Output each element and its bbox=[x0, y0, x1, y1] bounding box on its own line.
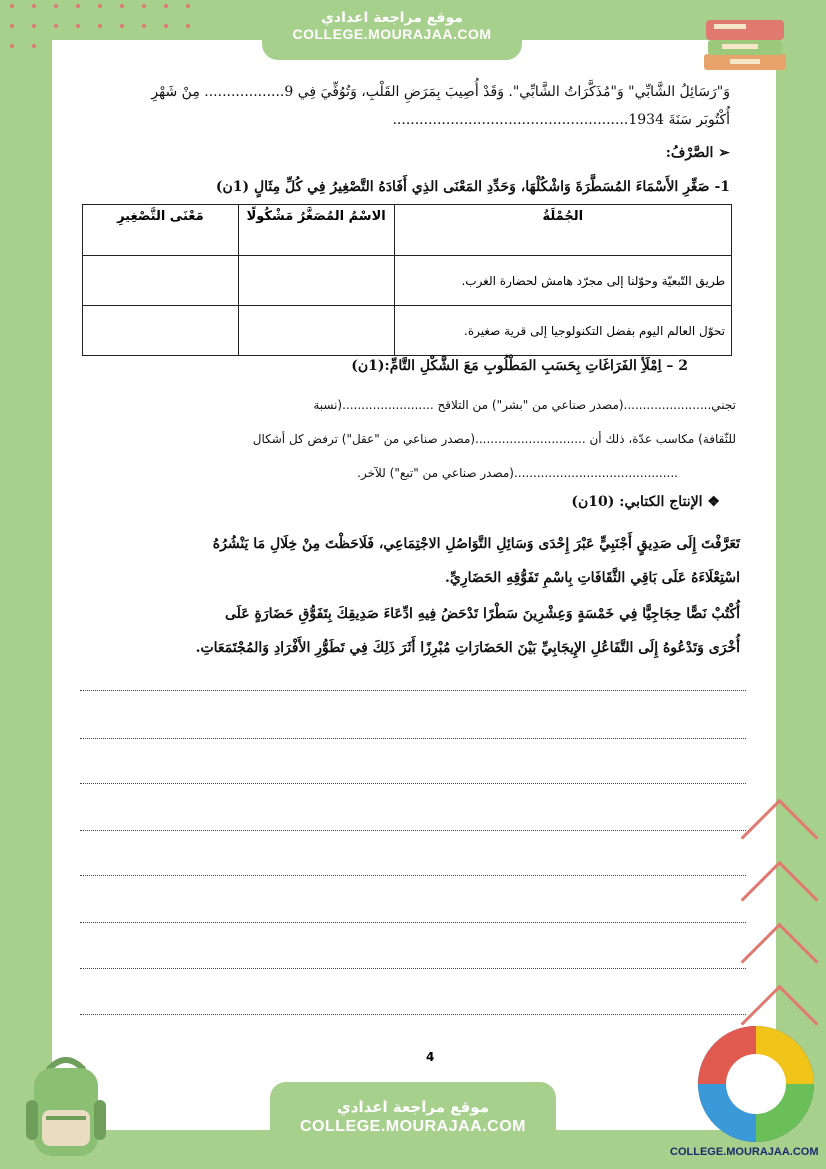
table-cell-answer[interactable] bbox=[238, 306, 394, 356]
table-header-sentence: الجُمْلَةُ bbox=[394, 205, 731, 256]
backpack-icon bbox=[16, 1050, 116, 1160]
prompt-line-2: اسْتِعْلَاءَهُ عَلَى بَاقِي الثَّقَافَاتِ بِاسْمِ تَفَوُّقِهِ الحَضَارِيِّ. bbox=[445, 570, 740, 586]
section-insha-label: الإنتاج الكتابي: (10ن) bbox=[571, 494, 703, 510]
writing-line[interactable] bbox=[80, 1014, 746, 1015]
table-header-row bbox=[83, 205, 732, 256]
diamond-bullet-icon: ❖ bbox=[702, 494, 720, 510]
arrow-bullet-icon: ➢ bbox=[713, 145, 730, 161]
tasghir-table bbox=[82, 204, 732, 356]
writing-line[interactable] bbox=[80, 738, 746, 739]
table-cell-answer[interactable] bbox=[83, 306, 239, 356]
question-2-line-2: للثّقافة) مكاسب عدّة، ذلك أن .............................(مصدر صناعي من "عقل") ترفض كل أشكال bbox=[252, 432, 736, 446]
brand-logo-icon bbox=[694, 1024, 818, 1144]
brand-url-text[interactable]: COLLEGE.MOURAJAA.COM bbox=[670, 1146, 819, 1158]
table-cell-sentence: تحوّل العالم اليوم بفضل التكنولوجيا إلى قرية صغيرة. bbox=[394, 306, 731, 356]
page-number: 4 bbox=[426, 1050, 435, 1064]
writing-line[interactable] bbox=[80, 830, 746, 831]
writing-line[interactable] bbox=[80, 968, 746, 969]
footer-site-url[interactable]: COLLEGE.MOURAJAA.COM bbox=[300, 1118, 526, 1135]
table-header-diminutive: الاسْمُ المُصَغَّرُ مَشْكُولًا bbox=[238, 205, 394, 256]
header-banner bbox=[262, 0, 522, 60]
table-header-meaning: مَعْنَى التَّصْغِيرِ bbox=[83, 205, 239, 256]
writing-line[interactable] bbox=[80, 690, 746, 691]
question-2-line-1: تجني.......................(مصدر صناعي من "بشر") من التلاقح ........................(نسبة bbox=[313, 398, 736, 412]
writing-line[interactable] bbox=[80, 922, 746, 923]
writing-line[interactable] bbox=[80, 783, 746, 784]
table-row bbox=[83, 256, 732, 306]
table-cell-answer[interactable] bbox=[238, 256, 394, 306]
table-row bbox=[83, 306, 732, 356]
section-heading-sarf bbox=[666, 145, 730, 161]
writing-line[interactable] bbox=[80, 875, 746, 876]
question-2: 2 – اِمْلَأِ الفَرَاغَاتِ بِحَسَبِ المَطْلُوبِ مَعَ الشَّكْلِ التَّامِّ:(1ن) bbox=[351, 358, 688, 374]
question-1: 1- صَغِّرِ الأَسْمَاءَ المُسَطَّرَةَ وَاشْكُلْهَا، وَحَدِّدِ المَعْنَى الذِي أَفَادَهُ التَّصْغِيرُ فِي كُلِّ مِثَالٍ (1ن) bbox=[215, 179, 730, 195]
books-icon bbox=[700, 14, 790, 76]
question-2-line-3: ...........................................(مصدر صناعي من "تبع") للآخر. bbox=[357, 466, 678, 480]
header-site-url[interactable]: COLLEGE.MOURAJAA.COM bbox=[292, 26, 492, 42]
table-cell-answer[interactable] bbox=[83, 256, 239, 306]
section-heading-insha bbox=[571, 494, 720, 510]
prompt-line-4: أُخْرَى وَتَدْعُوهُ إِلَى التَّفَاعُلِ الإِيجَابِيِّ بَيْنَ الحَضَارَاتِ مُبْرِزًا أَثَرَ ذَلِكَ فِي تَطَوُّرِ الأَفْرَادِ وَالمُجْتَمَعَاتِ. bbox=[195, 640, 740, 656]
intro-line-2: أُكْتُوبَر سَنَةَ 1934..................................................... bbox=[392, 112, 730, 128]
prompt-line-1: تَعَرَّفْتَ إِلَى صَدِيقٍ أَجْنَبِيٍّ عَبْرَ إِحْدَى وَسَائِلِ التَّوَاصُلِ الاجْتِمَاعِي، فَلَاحَظْتَ مِنْ خِلَالِ مَا يَنْشُرُهُ bbox=[212, 536, 740, 552]
section-sarf-label: الصَّرْفُ: bbox=[665, 145, 714, 161]
header-site-name: موقع مراجعة اعدادي bbox=[321, 10, 463, 26]
intro-line-1: وَ"رَسَائِلُ الشَّابِّي" وَ"مُذَكَّرَاتُ الشَّابِّي". وَقَدْ أُصِيبَ بِمَرَضِ القَلْبِ، وَتُوُفِّيَ فِي 9.................. مِنْ شَهْرِ bbox=[151, 84, 730, 100]
table-cell-sentence: طريق التّبعيّة وحوّلنا إلى مجرّد هامش لحضارة الغرب. bbox=[394, 256, 731, 306]
footer-site-name: موقع مراجعة اعدادي bbox=[337, 1098, 489, 1116]
prompt-line-3: أُكْتُبْ نَصًّا حِجَاجِيًّا فِي خَمْسَةٍ وَعِشْرِينَ سَطْرًا تَدْحَضُ فِيهِ ادِّعَاءَ صَدِيقِكَ بِتَفَوُّقِ حَضَارَةٍ عَلَى bbox=[224, 606, 740, 622]
footer-banner bbox=[270, 1082, 556, 1169]
